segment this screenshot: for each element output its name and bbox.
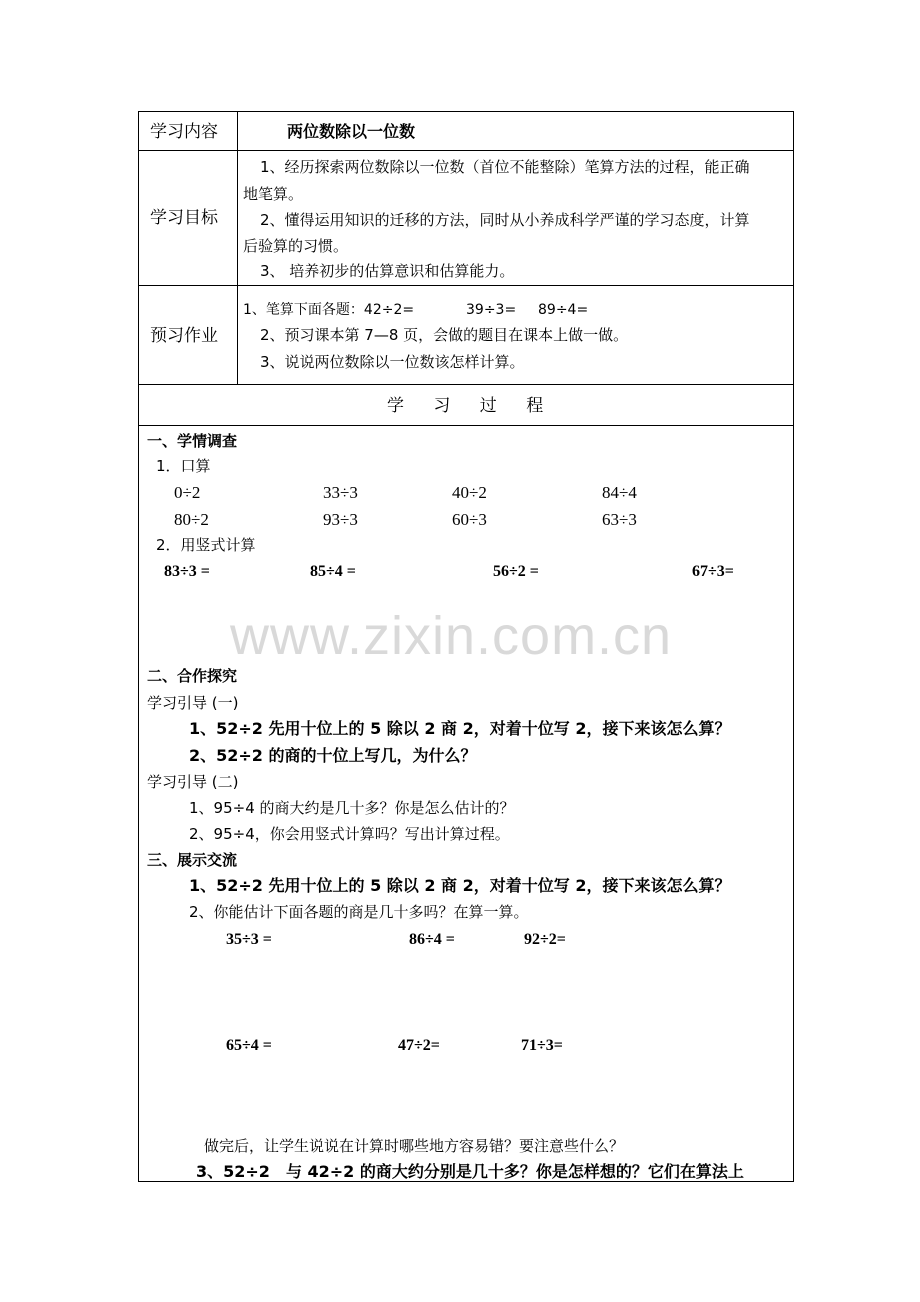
exchange-question: 1、52÷2 先用十位上的 5 除以 2 商 2，对着十位写 2，接下来该怎么算？	[189, 876, 731, 895]
homework-item-3: 3、说说两位数除以一位数该怎样计算。	[260, 353, 525, 371]
vertical-item: 56÷2 =	[493, 563, 539, 580]
section2-heading: 二、合作探究	[147, 667, 238, 685]
guide-question: 1、95÷4 的商大约是几十多？你是怎么估计的？	[189, 799, 515, 817]
watermark: www.zixin.com.cn	[230, 606, 673, 666]
guide-question: 2、95÷4，你会用竖式计算吗？写出计算过程。	[189, 825, 510, 843]
oral-item: 33÷3	[323, 483, 358, 502]
guide-label: 学习引导 (一)	[147, 694, 239, 712]
estimate-item: 92÷2=	[524, 931, 566, 948]
homework-item-1b: 39÷3=	[466, 302, 517, 318]
oral-label: 1．口算	[156, 457, 211, 475]
estimate-item: 47÷2=	[398, 1037, 440, 1054]
estimate-item: 86÷4 =	[409, 931, 455, 948]
label-goals: 学习目标	[150, 208, 218, 228]
goal-line: 1、经历探索两位数除以一位数（首位不能整除）笔算方法的过程，能正确	[260, 158, 750, 176]
guide-question: 2、52÷2 的商的十位上写几，为什么？	[189, 746, 477, 765]
guide-question: 1、52÷2 先用十位上的 5 除以 2 商 2，对着十位写 2，接下来该怎么算？	[189, 719, 731, 738]
oral-item: 60÷3	[452, 510, 487, 529]
label-content: 学习内容	[150, 122, 218, 142]
oral-item: 40÷2	[452, 483, 487, 502]
column-divider	[237, 111, 238, 385]
oral-item: 84÷4	[602, 483, 637, 502]
exchange-question: 2、你能估计下面各题的商是几十多吗？在算一算。	[189, 903, 529, 921]
vertical-item: 83÷3 =	[164, 563, 210, 580]
vertical-item: 67÷3=	[692, 563, 734, 580]
oral-item: 80÷2	[174, 510, 209, 529]
page-title: 两位数除以一位数	[287, 122, 416, 141]
oral-item: 93÷3	[323, 510, 358, 529]
label-homework: 预习作业	[150, 326, 218, 346]
exchange-question: 3、52÷2 与 42÷2 的商大约分别是几十多？你是怎样想的？它们在算法上	[196, 1162, 744, 1181]
section1-heading: 一、学情调查	[147, 432, 238, 450]
row-divider	[138, 425, 794, 426]
homework-item-1c: 89÷4=	[538, 302, 589, 318]
goal-line: 地笔算。	[243, 185, 304, 203]
homework-item-1: 1、笔算下面各题：42÷2=	[243, 302, 415, 318]
estimate-item: 35÷3 =	[226, 931, 272, 948]
goal-line: 3、 培养初步的估算意识和估算能力。	[260, 262, 515, 280]
goal-line: 2、懂得运用知识的迁移的方法，同时从小养成科学严谨的学习态度，计算	[260, 211, 750, 229]
teacher-note: 做完后，让学生说说在计算时哪些地方容易错？要注意些什么？	[204, 1137, 625, 1155]
homework-item-2: 2、预习课本第 7—8 页，会做的题目在课本上做一做。	[260, 326, 629, 344]
vertical-item: 85÷4 =	[310, 563, 356, 580]
process-title: 学 习 过 程	[387, 396, 556, 416]
estimate-item: 71÷3=	[521, 1037, 563, 1054]
estimate-item: 65÷4 =	[226, 1037, 272, 1054]
section3-heading: 三、展示交流	[147, 851, 238, 869]
vertical-label: 2．用竖式计算	[156, 536, 256, 554]
guide-label: 学习引导 (二)	[147, 773, 239, 791]
oral-item: 63÷3	[602, 510, 637, 529]
oral-item: 0÷2	[174, 483, 201, 502]
goal-line: 后验算的习惯。	[243, 237, 349, 255]
